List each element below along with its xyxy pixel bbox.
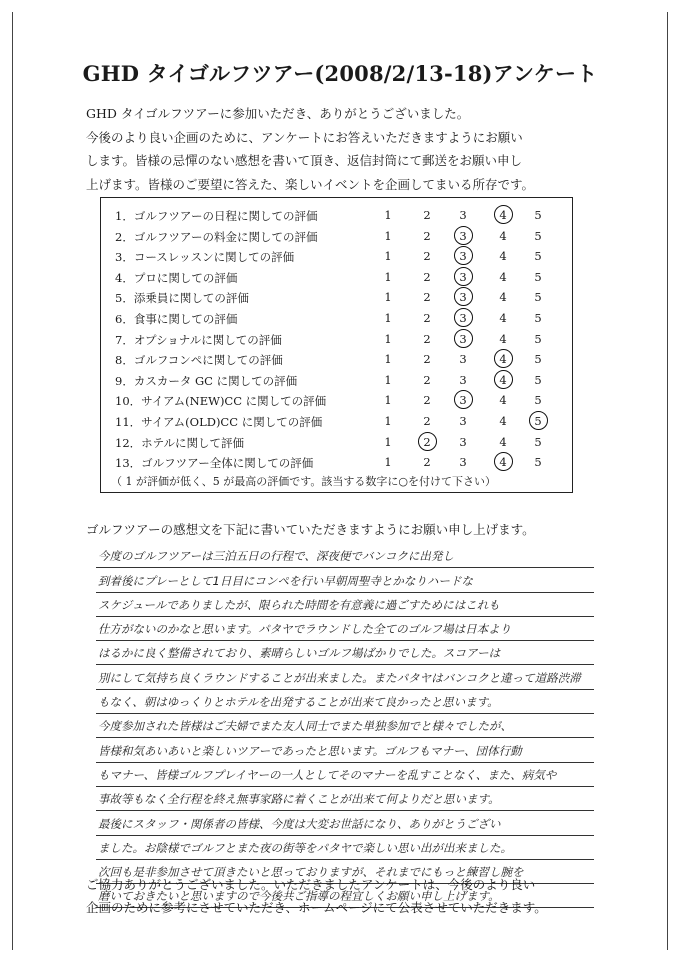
- rating-row: [101, 410, 574, 433]
- writing-line: [96, 641, 594, 665]
- intro-line: 上げます。皆様のご要望に答えた、楽しいイベントを企画してまいる所存です。: [86, 176, 535, 192]
- rating-score[interactable]: 1: [384, 290, 392, 305]
- rating-score[interactable]: 1: [384, 311, 392, 325]
- rating-score[interactable]: 5: [534, 269, 542, 284]
- rating-score-circled[interactable]: 3: [453, 332, 473, 346]
- handwritten-text: 別にして気持ち良くラウンドすることが出来ました。またパタヤはバンコクと違って道路渋滞: [98, 670, 581, 685]
- rating-row: [101, 369, 574, 392]
- rating-label: 10．サイアム(NEW)CC に関しての評価: [115, 394, 327, 409]
- rating-label: 1．ゴルフツアーの日程に関しての評価: [115, 209, 318, 223]
- writing-line: [96, 763, 594, 787]
- rating-score[interactable]: 5: [534, 331, 542, 346]
- handwritten-text: もなく、朝はゆっくりとホテルを出発することが出来て良かったと思います。: [98, 695, 499, 710]
- rating-score-circled[interactable]: 4: [493, 352, 513, 366]
- rating-score[interactable]: 2: [423, 393, 431, 408]
- handwritten-text: 事故等もなく全行程を終え無事家路に着くことが出来て何よりだと思います。: [98, 792, 500, 807]
- rating-label: 12．ホテルに関して評価: [115, 435, 245, 450]
- rating-row: [101, 266, 574, 289]
- rating-row: [101, 451, 574, 474]
- writing-line: [96, 568, 594, 592]
- rating-score[interactable]: 4: [499, 414, 507, 428]
- rating-label: 5．添乗員に関しての評価: [115, 291, 249, 306]
- rating-score[interactable]: 3: [459, 455, 467, 470]
- intro-paragraph: [86, 102, 606, 196]
- rating-score-circled[interactable]: 3: [453, 393, 473, 407]
- rating-table: [100, 197, 573, 493]
- rating-row: [101, 245, 574, 268]
- rating-score[interactable]: 4: [499, 331, 507, 346]
- rating-score[interactable]: 1: [384, 249, 392, 264]
- writing-line: [96, 836, 594, 860]
- rating-score-circled[interactable]: 3: [453, 270, 473, 284]
- handwritten-text: 到着後にプレーとして1日目にコンペを行い早朝周聖寺とかなりハードな: [98, 573, 473, 588]
- rating-score-circled[interactable]: 4: [493, 208, 513, 222]
- rating-score[interactable]: 4: [499, 393, 507, 408]
- rating-score[interactable]: 5: [534, 311, 542, 325]
- writing-line: [96, 617, 594, 641]
- handwritten-text: 最後にスタッフ・関係者の皆様、今度は大変お世話になり、ありがとうござい: [98, 816, 501, 831]
- rating-score[interactable]: 5: [534, 393, 542, 408]
- rating-label: 11．サイアム(OLD)CC に関しての評価: [115, 415, 323, 429]
- rating-legend: （ 1 が評価が低く、5 が最高の評価です。該当する数字に○を付けて下さい）: [111, 475, 496, 488]
- writing-line: [96, 714, 594, 738]
- rating-score[interactable]: 2: [423, 331, 431, 346]
- rating-score-circled[interactable]: 3: [453, 311, 473, 325]
- writing-line: [96, 690, 594, 714]
- rating-score[interactable]: 2: [423, 208, 431, 222]
- rating-label: 8．ゴルフコンペに関しての評価: [115, 353, 283, 368]
- rating-score[interactable]: 4: [499, 290, 507, 305]
- rating-label: 3．コースレッスンに関しての評価: [115, 250, 295, 265]
- rating-score[interactable]: 5: [534, 228, 542, 243]
- rating-score[interactable]: 5: [534, 208, 542, 222]
- rating-row: [101, 307, 574, 330]
- writing-line: [96, 665, 594, 689]
- rating-label: 2．ゴルフツアーの料金に関しての評価: [115, 229, 318, 244]
- rating-score[interactable]: 1: [384, 372, 392, 387]
- impressions-heading: ゴルフツアーの感想文を下記に書いていただきますようにお願い申し上げます。: [86, 522, 535, 537]
- rating-label: 4．プロに関しての評価: [115, 270, 238, 285]
- handwritten-text: 仕方がないのかなと思います。パタヤでラウンドした全てのゴルフ場は日本より: [98, 622, 512, 637]
- rating-row: [101, 348, 574, 371]
- rating-score[interactable]: 2: [423, 249, 431, 264]
- rating-row: [101, 431, 574, 454]
- rating-score[interactable]: 2: [423, 352, 431, 367]
- rating-score[interactable]: 5: [534, 372, 542, 387]
- handwritten-text: はるかに良く整備されており、素晴らしいゴルフ場ばかりでした。スコアーは: [98, 646, 501, 661]
- handwritten-text: 磨いておきたいと思いますので今後共ご指導の程宜しくお願い申し上げます。: [98, 889, 500, 904]
- rating-score[interactable]: 1: [384, 455, 392, 470]
- rating-row: [101, 204, 574, 227]
- closing-paragraph: [86, 873, 606, 919]
- rating-score[interactable]: 2: [423, 372, 431, 387]
- closing-line: 企画のために参考にさせていただき、ホームページにて公表させていただきます。: [86, 900, 547, 915]
- handwritten-text: スケジュールでありましたが、限られた時間を有意義に過ごすためにはこれも: [98, 597, 500, 612]
- rating-score-circled[interactable]: 3: [453, 290, 473, 304]
- rating-score-circled[interactable]: 4: [493, 373, 513, 387]
- rating-score[interactable]: 5: [534, 249, 542, 264]
- handwritten-text: 皆様和気あいあいと楽しいツアーであったと思います。ゴルフもマナー、団体行動: [98, 743, 522, 758]
- rating-label: 13．ゴルフツアー全体に関しての評価: [115, 456, 314, 471]
- rating-label: 9．カスカータ GC に関しての評価: [115, 373, 298, 388]
- handwritten-text: 今度参加された皆様はご夫婦でまた友人同士でまた単独参加でと様々でしたが、: [98, 719, 512, 734]
- rating-score[interactable]: 5: [534, 434, 542, 449]
- rating-score[interactable]: 4: [499, 228, 507, 243]
- rating-row: [101, 286, 574, 309]
- rating-row: [101, 225, 574, 248]
- rating-row: [101, 389, 574, 412]
- impressions-handwritten-lines: [96, 544, 594, 908]
- rating-score[interactable]: 1: [384, 331, 392, 346]
- rating-score[interactable]: 2: [423, 414, 431, 428]
- rating-score[interactable]: 4: [499, 249, 507, 264]
- rating-score[interactable]: 3: [459, 352, 467, 367]
- intro-line: 今後のより良い企画のために、アンケートにお答えいただきますようにお願い: [86, 129, 523, 145]
- writing-line: [96, 787, 594, 811]
- intro-line: します。皆様の忌憚のない感想を書いて頂き、返信封筒にて郵送をお願い申し: [86, 153, 523, 168]
- intro-line: GHD タイゴルフツアーに参加いただき、ありがとうございました。: [86, 106, 470, 121]
- rating-score[interactable]: 5: [534, 352, 542, 367]
- rating-score[interactable]: 1: [384, 228, 392, 243]
- rating-score[interactable]: 1: [384, 208, 392, 222]
- rating-score[interactable]: 2: [423, 269, 431, 284]
- writing-line: [96, 544, 594, 568]
- rating-score[interactable]: 1: [384, 393, 392, 408]
- handwritten-text: 次回も是非参加させて頂きたいと思っておりますが、それまでにもっと練習し腕を: [98, 865, 524, 880]
- rating-score[interactable]: 1: [384, 414, 392, 428]
- rating-score-circled[interactable]: 3: [453, 249, 473, 263]
- rating-score[interactable]: 2: [423, 290, 431, 305]
- rating-score[interactable]: 1: [384, 269, 392, 284]
- rating-score[interactable]: 2: [423, 311, 431, 325]
- rating-score[interactable]: 4: [499, 269, 507, 284]
- rating-score[interactable]: 4: [499, 434, 507, 449]
- page-title: GHD タイゴルフツアー(2008/2/13-18)アンケート: [82, 61, 598, 86]
- rating-score[interactable]: 1: [384, 434, 392, 449]
- rating-score[interactable]: 3: [459, 372, 467, 387]
- closing-line: ご協力ありがとうございました。いただきましたアンケートは、今後のより良い: [86, 877, 536, 892]
- rating-score[interactable]: 3: [459, 208, 467, 222]
- writing-line: [96, 593, 594, 617]
- rating-row: [101, 328, 574, 351]
- handwritten-text: もマナー、皆様ゴルフプレイヤーの一人としてそのマナーを乱すことなく、また、病気や: [98, 767, 557, 782]
- rating-label: 7．オプショナルに関しての評価: [115, 332, 282, 347]
- handwritten-text: ました。お陰様でゴルフとまた夜の街等をパタヤで楽しい思い出が出来ました。: [98, 840, 512, 855]
- rating-score-circled[interactable]: 3: [453, 229, 473, 243]
- writing-line: [96, 811, 594, 835]
- rating-score[interactable]: 5: [534, 455, 542, 470]
- rating-score-circled[interactable]: 5: [528, 414, 548, 428]
- writing-line: [96, 738, 594, 762]
- handwritten-text: 今度のゴルフツアーは三泊五日の行程で、深夜便でバンコクに出発し: [98, 549, 454, 564]
- rating-score[interactable]: 3: [459, 414, 467, 428]
- rating-score-circled[interactable]: 2: [417, 435, 437, 449]
- rating-score[interactable]: 2: [423, 228, 431, 243]
- rating-score[interactable]: 2: [423, 455, 431, 470]
- rating-score-circled[interactable]: 4: [493, 455, 513, 469]
- rating-label: 6．食事に関しての評価: [115, 312, 238, 326]
- rating-score[interactable]: 4: [499, 311, 507, 325]
- rating-score[interactable]: 1: [384, 352, 392, 367]
- rating-score[interactable]: 5: [534, 290, 542, 305]
- rating-score[interactable]: 3: [459, 434, 467, 449]
